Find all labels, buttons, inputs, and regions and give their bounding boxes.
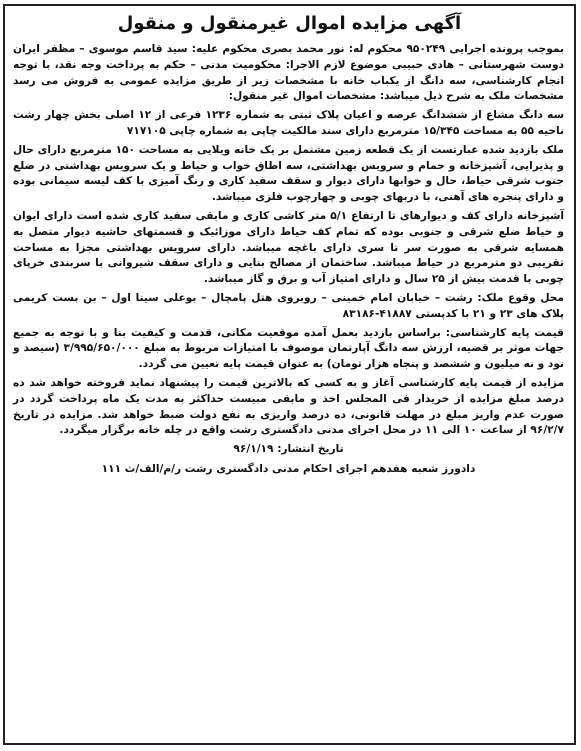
notice-body xyxy=(5,42,574,478)
notice-frame xyxy=(3,4,576,745)
publication-date: تاریخ انتشار: ۹۶/۱/۱۹ xyxy=(233,443,344,456)
notice-title: آگهی مزایده اموال غیرمنقول و منقول xyxy=(117,13,462,34)
paragraph-property-share: سه دانگ مشاع از ششدانگ عرصه و اعیان پلاک ثبتی به شماره ۱۲۳۶ فرعی از ۱۲ اصلی بخش چهار رشت ناحیه ۵۵ به مساحت ۱۵/۳۴۵ مترمربع دارای سند مالکیت چاپی به شماره چاپی ۷۱۷۱۰۵ xyxy=(13,109,565,137)
paragraph-auction-terms: مزایده از قیمت پایه کارشناسی آغاز و به کسی که بالاترین قیمت را پیشنهاد نماید فروخته خواهد شد ده درصد مبلغ مزایده از خریدار فی المجلس اخذ و مابقی مبیست حداکثر به مدت یک ماه پرداخت گردد در صورت عدم واریز مبلغ در مهلت قانونی، ده درصد واریزی به نفع دولت ضبط خواهد شد. مزایده در تاریخ ۹۶/۲/۷ از ساعت ۱۰ الی ۱۱ در محل اجرای مدنی دادگستری رشت واقع در چله خانه برگزار میگردد. xyxy=(13,376,564,437)
paragraph-kitchen-yard: آشپزخانه دارای کف و دیوارهای تا ارتفاع ۵/۱ متر کاشی کاری و مابقی سفید کاری شده است دارای ایوان و حیاط ضلع شرقی و جنوبی بوده که تمام کف حیاط دارای موزائیک و قسمتهای حاشیه دیوار متصل به همسایه شرقی به صورت سر تا سری دارای باغچه میباشد. دارای سرویس بهداشتی مجزا به مساحت تقریبی دو مترمربع در حیاط میباشد. ساختمان از مصالح بنایی و دارای سقف شیروانی با سربندی خرپای چوبی با قدمت بیش از ۲۵ سال و دارای امتیاز آب و برق و گاز میباشد. xyxy=(13,209,564,286)
paragraph-base-price: قیمت پایه کارشناسی: براساس بازدید بعمل آمده موقعیت مکانی، قدمت و کیفیت بنا و با توجه به جمیع جهات موثر بر قضیه، ارزش سه دانگ آپارتمان موصوف با امتیازات مربوط به مبلغ ۳/۹۹۵/۶۵۰/۰۰۰ (سیصد و نود و نه میلیون و ششصد و پنجاه هزار تومان) به عنوان قیمت پایه تعیین می گردد. xyxy=(13,326,564,371)
paragraph-case-details: بموجب پرونده اجرایی ۹۵۰۲۴۹ محکوم له: نور محمد بصری محکوم علیه: سید قاسم موسوی – مظفر ایران دوست شهرستانی – هادی حبیبی موضوع لازم الاجرا: محکومیت مدنی – حکم به پرداخت وجه نقد، با توجه انجام کارشناسی، سه دانگ از یکباب خانه با مشخصات زیر از طریق مزایده عمومی به فروش می رسد مشخصات ملک به شرح ذیل میباشد: مشخصات اموال غیر منقول: xyxy=(13,43,564,103)
notice-signature: دادورز شعبه هفدهم اجرای احکام مدنی دادگستری رشت ر/م/الف/ث ۱۱۱ xyxy=(101,462,476,475)
paragraph-location: محل وقوع ملک: رشت – خیابان امام خمینی – روبروی هتل پامچال – بوعلی سینا اول – بن بست کریمی پلاک های ۲۳ و ۲۱ با کدپستی ۴۱۸۸۷-۸۳۱۸۶ xyxy=(13,291,564,320)
paragraph-property-description: ملک بازدید شده عبارتست از یک قطعه زمین مشتمل بر یک خانه ویلایی به مساحت ۱۵۰ مترمربع دارای حال و پذیرایی، آشپزخانه و حمام و سرویس بهداشتی، سه اطاق خواب و حیاط و یک سرویس بهداشتی در ضلع جنوب شرقی حیاط، حال و خوابها دارای دیوار و سقف سفید کاری و رنگ آمیزی با کف لیسه سیمانی بوده و دارای پنجره های آهنی، با دربهای چوبی و چهارچوب فلزی میباشد. xyxy=(13,143,564,204)
